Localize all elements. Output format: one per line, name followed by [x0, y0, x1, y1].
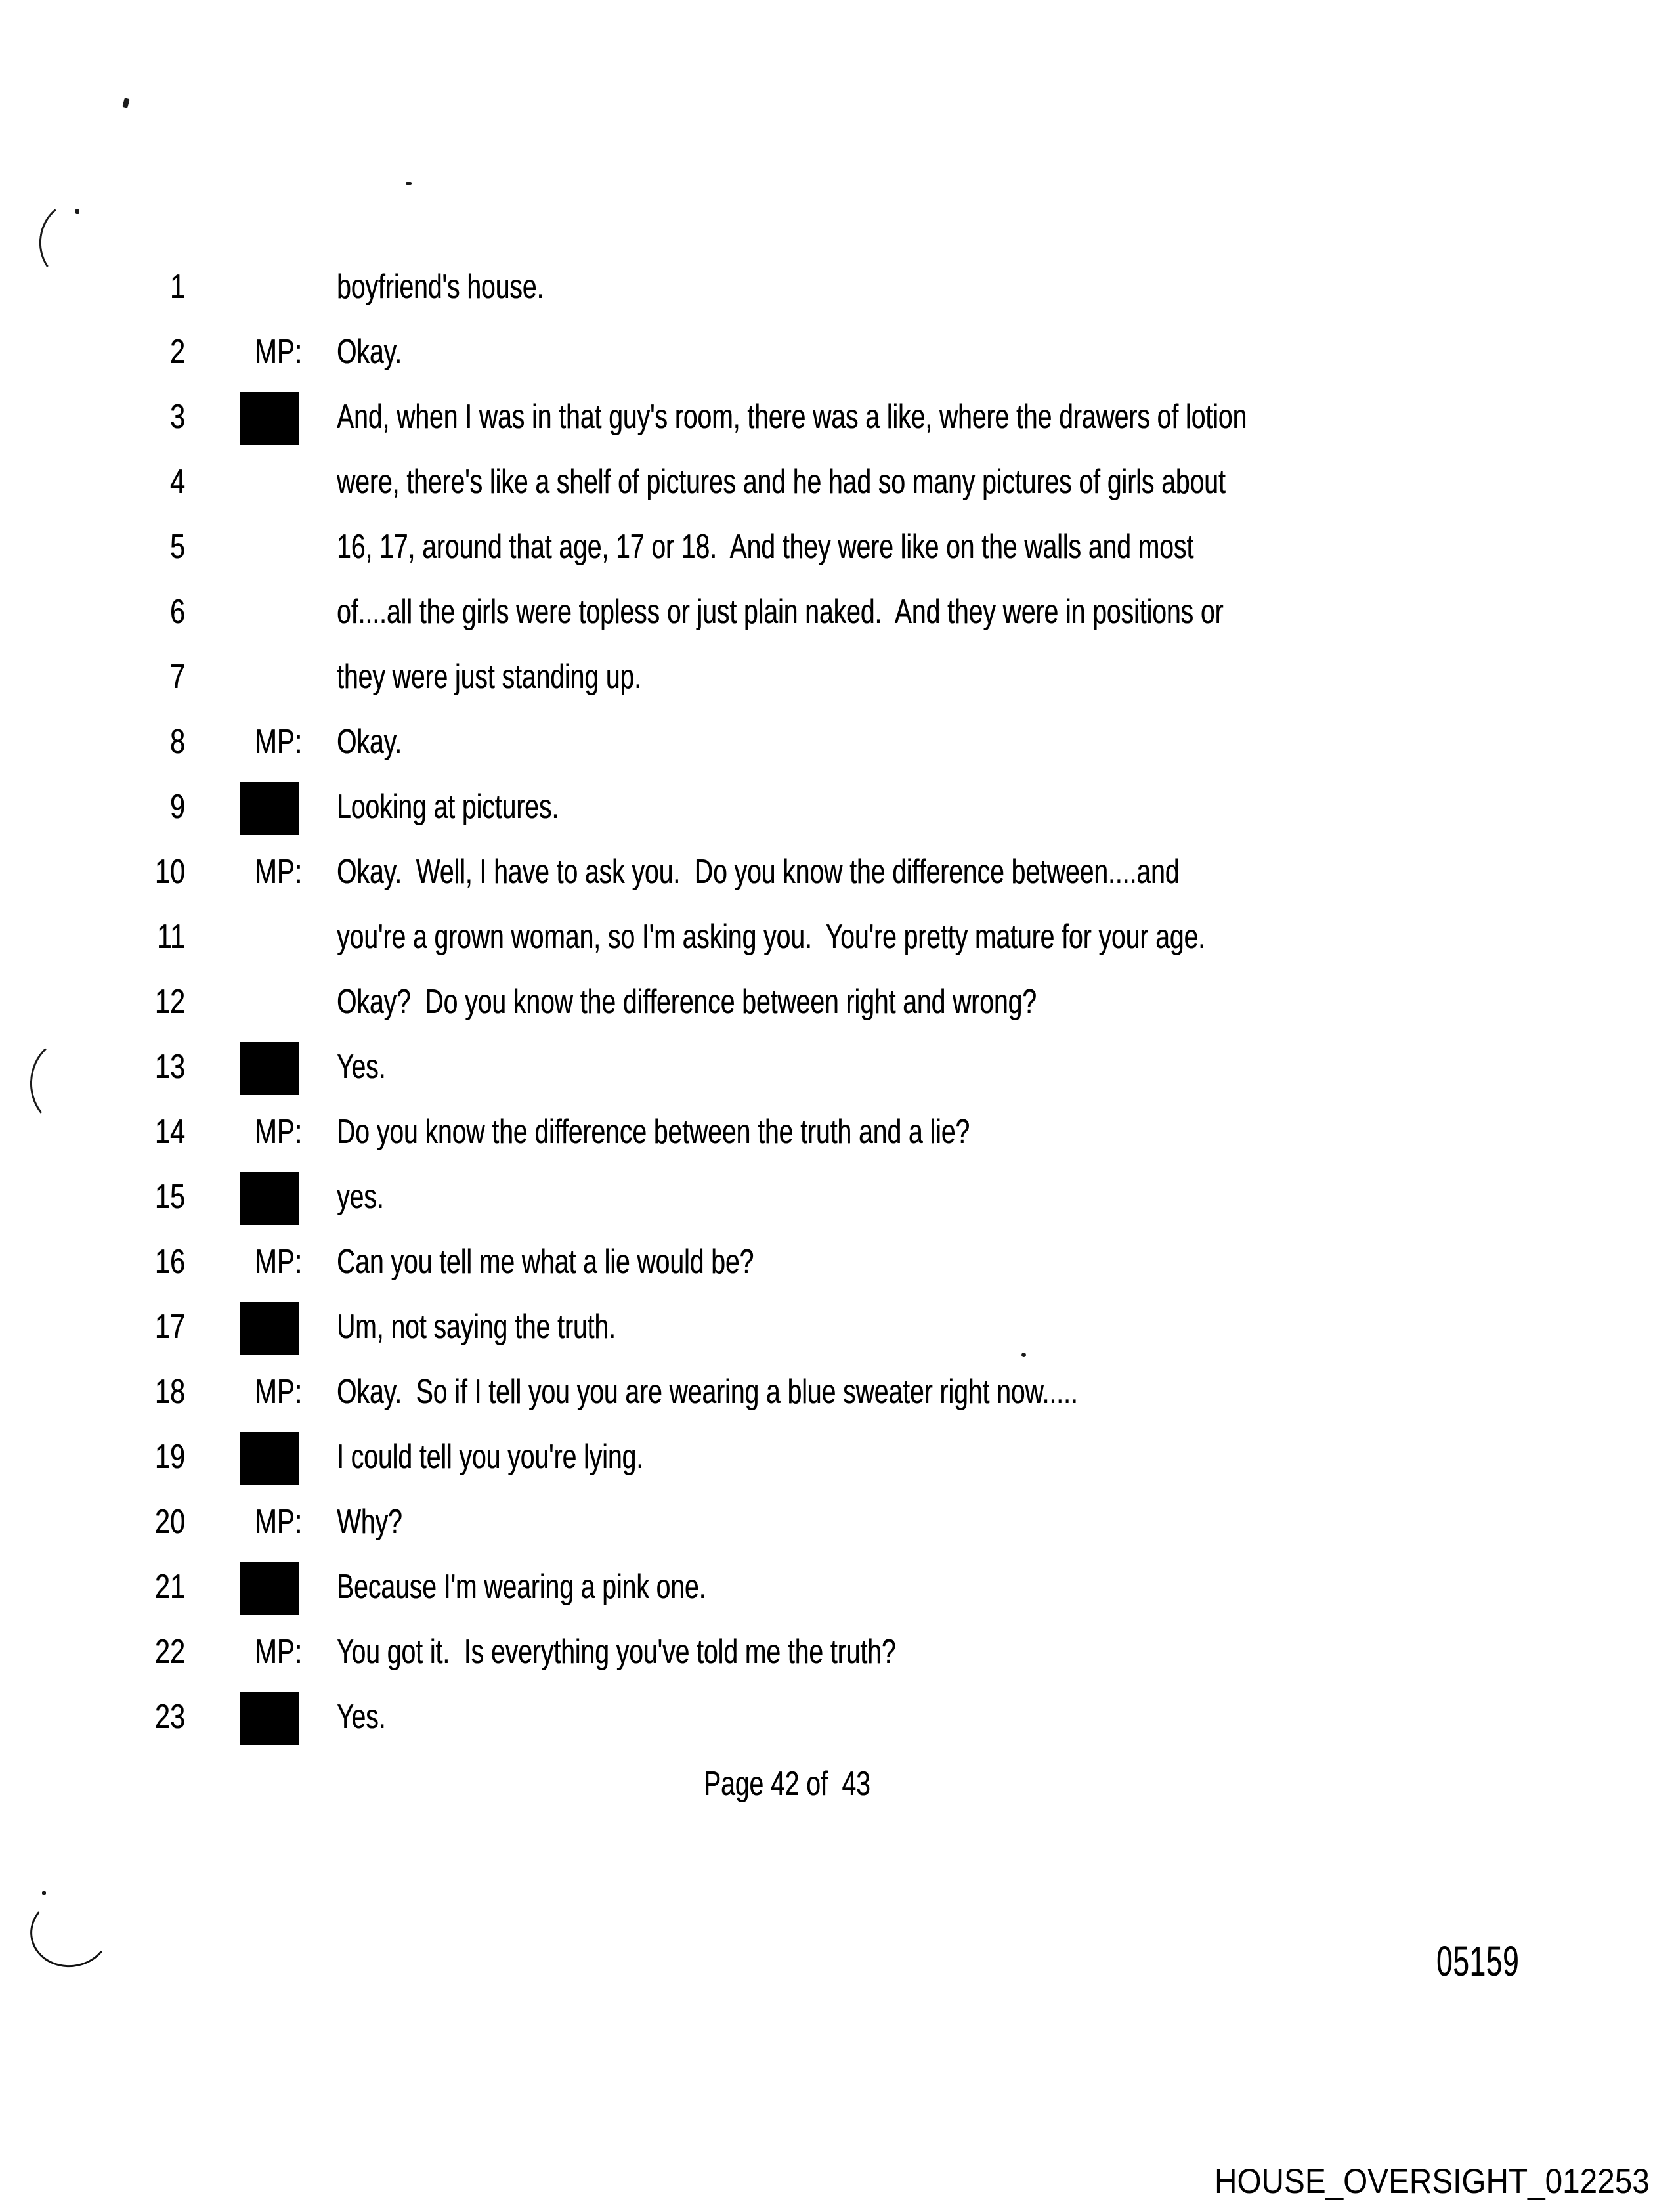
line-number: 23 [154, 1698, 185, 1736]
line-text: Looking at pictures. [337, 788, 559, 826]
transcript-line [0, 1114, 1674, 1179]
line-number: 15 [154, 1178, 185, 1216]
speaker-label: MP: [255, 853, 303, 891]
transcript-line [0, 1504, 1674, 1569]
transcript-line [0, 854, 1674, 919]
line-text: 16, 17, around that age, 17 or 18. And they were like on the walls and most [337, 528, 1194, 566]
scan-arc-artifact-bottom [26, 1891, 115, 1972]
transcript-line [0, 1309, 1674, 1374]
redaction-box [240, 1432, 299, 1485]
speaker-label: MP: [255, 723, 303, 761]
page-footer: Page 42 of 43 [704, 1765, 870, 1803]
line-number: 5 [169, 528, 185, 566]
line-text: Okay? Do you know the difference between right and wrong? [337, 983, 1037, 1021]
line-number: 8 [169, 723, 185, 761]
line-number: 1 [169, 268, 185, 306]
transcript-line [0, 1634, 1674, 1699]
scan-speck [122, 98, 129, 108]
line-text: Okay. [337, 333, 402, 371]
line-text: Okay. Well, I have to ask you. Do you know the difference between....and [337, 853, 1180, 891]
line-text: they were just standing up. [337, 658, 641, 696]
line-text: And, when I was in that guy's room, there was a like, where the drawers of lotion [337, 398, 1247, 436]
transcript-line [0, 529, 1674, 594]
line-text: I could tell you you're lying. [337, 1438, 644, 1476]
line-number: 19 [154, 1438, 185, 1476]
line-text: you're a grown woman, so I'm asking you. You're pretty mature for your age. [337, 918, 1206, 956]
speaker-label: MP: [255, 1633, 303, 1671]
line-number: 10 [154, 853, 185, 891]
scan-speck [42, 1891, 46, 1895]
line-text: Okay. So if I tell you you are wearing a blue sweater right now..... [337, 1373, 1078, 1411]
line-number: 14 [154, 1113, 185, 1151]
line-text: Why? [337, 1503, 402, 1541]
redaction-box [240, 1692, 299, 1745]
transcript-line [0, 919, 1674, 984]
line-number: 13 [154, 1048, 185, 1086]
transcript-line [0, 984, 1674, 1049]
speaker-label: MP: [255, 1373, 303, 1411]
line-text: Yes. [337, 1698, 386, 1736]
line-number: 16 [154, 1243, 185, 1281]
stamp-number: 05159 [1436, 1938, 1520, 1985]
redaction-box [240, 392, 299, 445]
line-text: boyfriend's house. [337, 268, 544, 306]
transcript-line [0, 464, 1674, 529]
transcript-line [0, 1439, 1674, 1504]
redaction-box [240, 1042, 299, 1095]
line-text: Okay. [337, 723, 402, 761]
transcript-line [0, 1569, 1674, 1634]
transcript-line [0, 1244, 1674, 1309]
line-text: yes. [337, 1178, 384, 1216]
line-text: Do you know the difference between the truth and a lie? [337, 1113, 970, 1151]
speaker-label: MP: [255, 1503, 303, 1541]
line-text: were, there's like a shelf of pictures and he had so many pictures of girls about [337, 463, 1226, 501]
line-number: 11 [156, 918, 185, 956]
line-number: 21 [154, 1568, 185, 1606]
speaker-label: MP: [255, 1113, 303, 1151]
redaction-box [240, 1302, 299, 1355]
transcript-line [0, 269, 1674, 334]
transcript-line [0, 1699, 1674, 1764]
line-number: 4 [169, 463, 185, 501]
transcript-line [0, 399, 1674, 464]
line-number: 17 [154, 1308, 185, 1346]
line-number: 2 [169, 333, 185, 371]
line-text: Can you tell me what a lie would be? [337, 1243, 754, 1281]
line-text: Because I'm wearing a pink one. [337, 1568, 706, 1606]
speaker-label: MP: [255, 333, 303, 371]
redaction-box [240, 1172, 299, 1225]
line-text: of....all the girls were topless or just plain naked. And they were in positions or [337, 593, 1224, 631]
transcript-line [0, 659, 1674, 724]
transcript-line [0, 334, 1674, 399]
line-number: 9 [169, 788, 185, 826]
line-number: 7 [169, 658, 185, 696]
line-number: 20 [154, 1503, 185, 1541]
line-text: You got it. Is everything you've told me the truth? [337, 1633, 896, 1671]
transcript-line [0, 1374, 1674, 1439]
redaction-box [240, 1562, 299, 1615]
transcript-line [0, 789, 1674, 854]
transcript-line [0, 1179, 1674, 1244]
line-number: 22 [154, 1633, 185, 1671]
speaker-label: MP: [255, 1243, 303, 1281]
redaction-box [240, 782, 299, 835]
line-text: Yes. [337, 1048, 386, 1086]
line-number: 18 [154, 1373, 185, 1411]
bates-number: HOUSE_OVERSIGHT_012253 [1214, 2162, 1650, 2201]
line-text: Um, not saying the truth. [337, 1308, 616, 1346]
transcript-line [0, 594, 1674, 659]
line-number: 12 [154, 983, 185, 1021]
scan-speck [406, 182, 412, 185]
line-number: 6 [169, 593, 185, 631]
transcript-line [0, 724, 1674, 789]
line-number: 3 [169, 398, 185, 436]
transcript-line [0, 1049, 1674, 1114]
